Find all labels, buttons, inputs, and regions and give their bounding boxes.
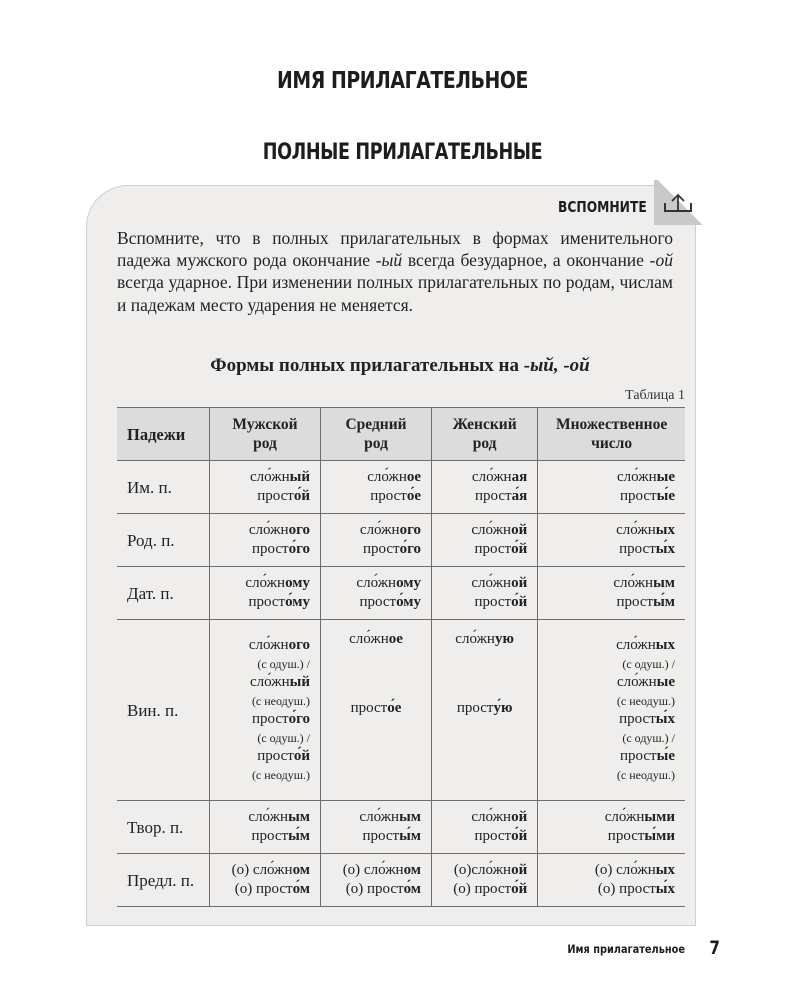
word-form: просто́го	[362, 541, 422, 557]
word-form: просто́й	[257, 748, 311, 764]
header-line: Женский	[452, 416, 517, 433]
form-cell-masc	[210, 567, 321, 620]
intro-paragraph	[117, 227, 673, 316]
form-cell-fem	[432, 514, 538, 567]
form-cell-neut	[321, 567, 432, 620]
column-header-case	[117, 408, 210, 461]
word-form: сло́жной	[471, 522, 528, 538]
animacy-note: (с одуш.) /	[257, 657, 311, 671]
header-line: Множественное	[555, 416, 668, 433]
word-form: просто́е	[370, 488, 422, 504]
word-form: (о) просты́х	[597, 881, 675, 897]
word-form: (о) сло́жном	[231, 862, 311, 878]
word-form: сло́жной	[471, 575, 528, 591]
word-form: сло́жные	[616, 469, 675, 485]
table-row	[117, 620, 685, 801]
column-header-fem	[432, 408, 538, 461]
word-form: сло́жного	[248, 637, 311, 653]
animacy-note: (с неодуш.)	[251, 768, 311, 782]
form-cell-masc	[210, 620, 321, 801]
word-form: сло́жную	[455, 631, 514, 647]
case-name: Дат. п.	[117, 567, 210, 620]
section-title: ПОЛНЫЕ ПРИЛАГАТЕЛЬНЫЕ	[262, 140, 543, 165]
form-cell-fem	[432, 854, 538, 907]
form-cell-fem	[432, 801, 538, 854]
word-form: сло́жным	[248, 809, 311, 825]
form-cell-masc	[210, 801, 321, 854]
word-form: просты́х	[619, 711, 675, 727]
case-name: Предл. п.	[117, 854, 210, 907]
header-line: род	[253, 435, 277, 452]
word-form: сло́жной	[471, 809, 528, 825]
form-cell-neut	[321, 461, 432, 514]
form-cell-plural	[538, 854, 685, 907]
header-line: род	[472, 435, 497, 452]
word-form: просты́е	[620, 748, 675, 764]
word-form: просто́го	[251, 541, 311, 557]
word-form: сло́жным	[359, 809, 422, 825]
remember-label: ВСПОМНИТЕ	[558, 198, 647, 216]
case-name: Им. п.	[117, 461, 210, 514]
caption-endings: -ый, -ой	[523, 355, 590, 376]
form-cell-plural	[538, 514, 685, 567]
header-line: Падежи	[127, 424, 186, 444]
ending-stressed: -ой	[649, 250, 673, 271]
case-name: Твор. п.	[117, 801, 210, 854]
word-form: сло́жные	[616, 674, 675, 690]
word-form: просто́му	[248, 594, 311, 610]
word-form: сло́жному	[356, 575, 422, 591]
word-form: сло́жными	[604, 809, 675, 825]
table-caption	[117, 355, 683, 377]
form-cell-fem	[432, 461, 538, 514]
form-cell-neut	[321, 514, 432, 567]
form-cell-masc	[210, 514, 321, 567]
word-form: сло́жному	[245, 575, 311, 591]
word-form: (о) просто́м	[345, 881, 422, 897]
case-name: Вин. п.	[117, 620, 210, 801]
form-cell-fem	[432, 567, 538, 620]
form-cell-plural	[538, 801, 685, 854]
word-form: сло́жное	[349, 631, 403, 647]
animacy-note: (с неодуш.)	[616, 694, 675, 708]
share-icon	[661, 193, 695, 215]
column-header-masc	[210, 408, 321, 461]
word-form: сло́жный	[249, 469, 311, 485]
word-form: просто́й	[257, 488, 311, 504]
ending-unstressed: -ый	[375, 250, 403, 271]
word-form: просты́х	[619, 541, 675, 557]
caption-text: Формы полных прилагательных на	[210, 355, 524, 376]
word-form: (о) просто́м	[234, 881, 311, 897]
table-row	[117, 854, 685, 907]
running-footer: Имя прилагательное	[567, 942, 685, 956]
animacy-note: (с одуш.) /	[622, 731, 675, 745]
word-form: (о)сло́жной	[453, 862, 528, 878]
column-header-plural	[538, 408, 685, 461]
word-form: сло́жных	[616, 522, 675, 538]
word-form: просты́м	[616, 594, 675, 610]
form-cell-plural	[538, 461, 685, 514]
header-line: число	[591, 435, 633, 452]
form-cell-masc	[210, 461, 321, 514]
word-form: просту́ю	[456, 700, 513, 716]
word-form: сло́жная	[471, 469, 528, 485]
form-cell-neut	[321, 620, 432, 801]
form-cell-fem	[432, 620, 538, 801]
header-line: Мужской	[232, 416, 298, 433]
word-form: (о) сло́жном	[342, 862, 422, 878]
word-form: сло́жным	[613, 575, 675, 591]
word-form: просты́е	[620, 488, 675, 504]
word-form: просто́го	[251, 711, 311, 727]
word-form: просты́м	[251, 828, 311, 844]
word-form: просто́е	[350, 700, 402, 716]
animacy-note: (с неодуш.)	[251, 694, 311, 708]
word-form: просты́м	[362, 828, 422, 844]
word-form: сло́жного	[359, 522, 422, 538]
table-row	[117, 514, 685, 567]
form-cell-neut	[321, 801, 432, 854]
intro-text: всегда безударное, а окончание	[402, 250, 650, 271]
header-line: род	[364, 435, 388, 452]
table-number: Таблица 1	[625, 388, 685, 403]
word-form: просто́му	[359, 594, 422, 610]
animacy-note: (с неодуш.)	[616, 768, 675, 782]
word-form: (о) просто́й	[453, 881, 528, 897]
intro-text: Вспомните, что в полных прилагательных в формах именительного падежа мужского рода окончание	[117, 228, 673, 271]
table-row	[117, 567, 685, 620]
table-row	[117, 461, 685, 514]
word-form: (о) сло́жных	[594, 862, 675, 878]
word-form: просты́ми	[607, 828, 675, 844]
form-cell-plural	[538, 620, 685, 801]
word-form: просто́й	[474, 594, 528, 610]
form-cell-neut	[321, 854, 432, 907]
word-form: сло́жного	[248, 522, 311, 538]
word-form: сло́жное	[367, 469, 422, 485]
word-form: сло́жных	[616, 637, 675, 653]
word-form: сло́жный	[249, 674, 311, 690]
word-form: просто́й	[474, 828, 528, 844]
form-cell-plural	[538, 567, 685, 620]
table-header-row	[117, 408, 685, 461]
column-header-neut	[321, 408, 432, 461]
word-form: просто́й	[474, 541, 528, 557]
page-title: ИМЯ ПРИЛАГАТЕЛЬНОЕ	[276, 68, 529, 94]
intro-text: всегда ударное. При изменении полных прилагательных по родам, числам и падежам место ударения не меняется.	[117, 272, 673, 315]
case-name: Род. п.	[117, 514, 210, 567]
adjective-forms-table	[117, 407, 685, 907]
word-form: проста́я	[474, 488, 528, 504]
page-number: 7	[709, 937, 720, 959]
table-row	[117, 801, 685, 854]
animacy-note: (с одуш.) /	[622, 657, 675, 671]
form-cell-masc	[210, 854, 321, 907]
animacy-note: (с одуш.) /	[257, 731, 311, 745]
header-line: Средний	[345, 416, 407, 433]
